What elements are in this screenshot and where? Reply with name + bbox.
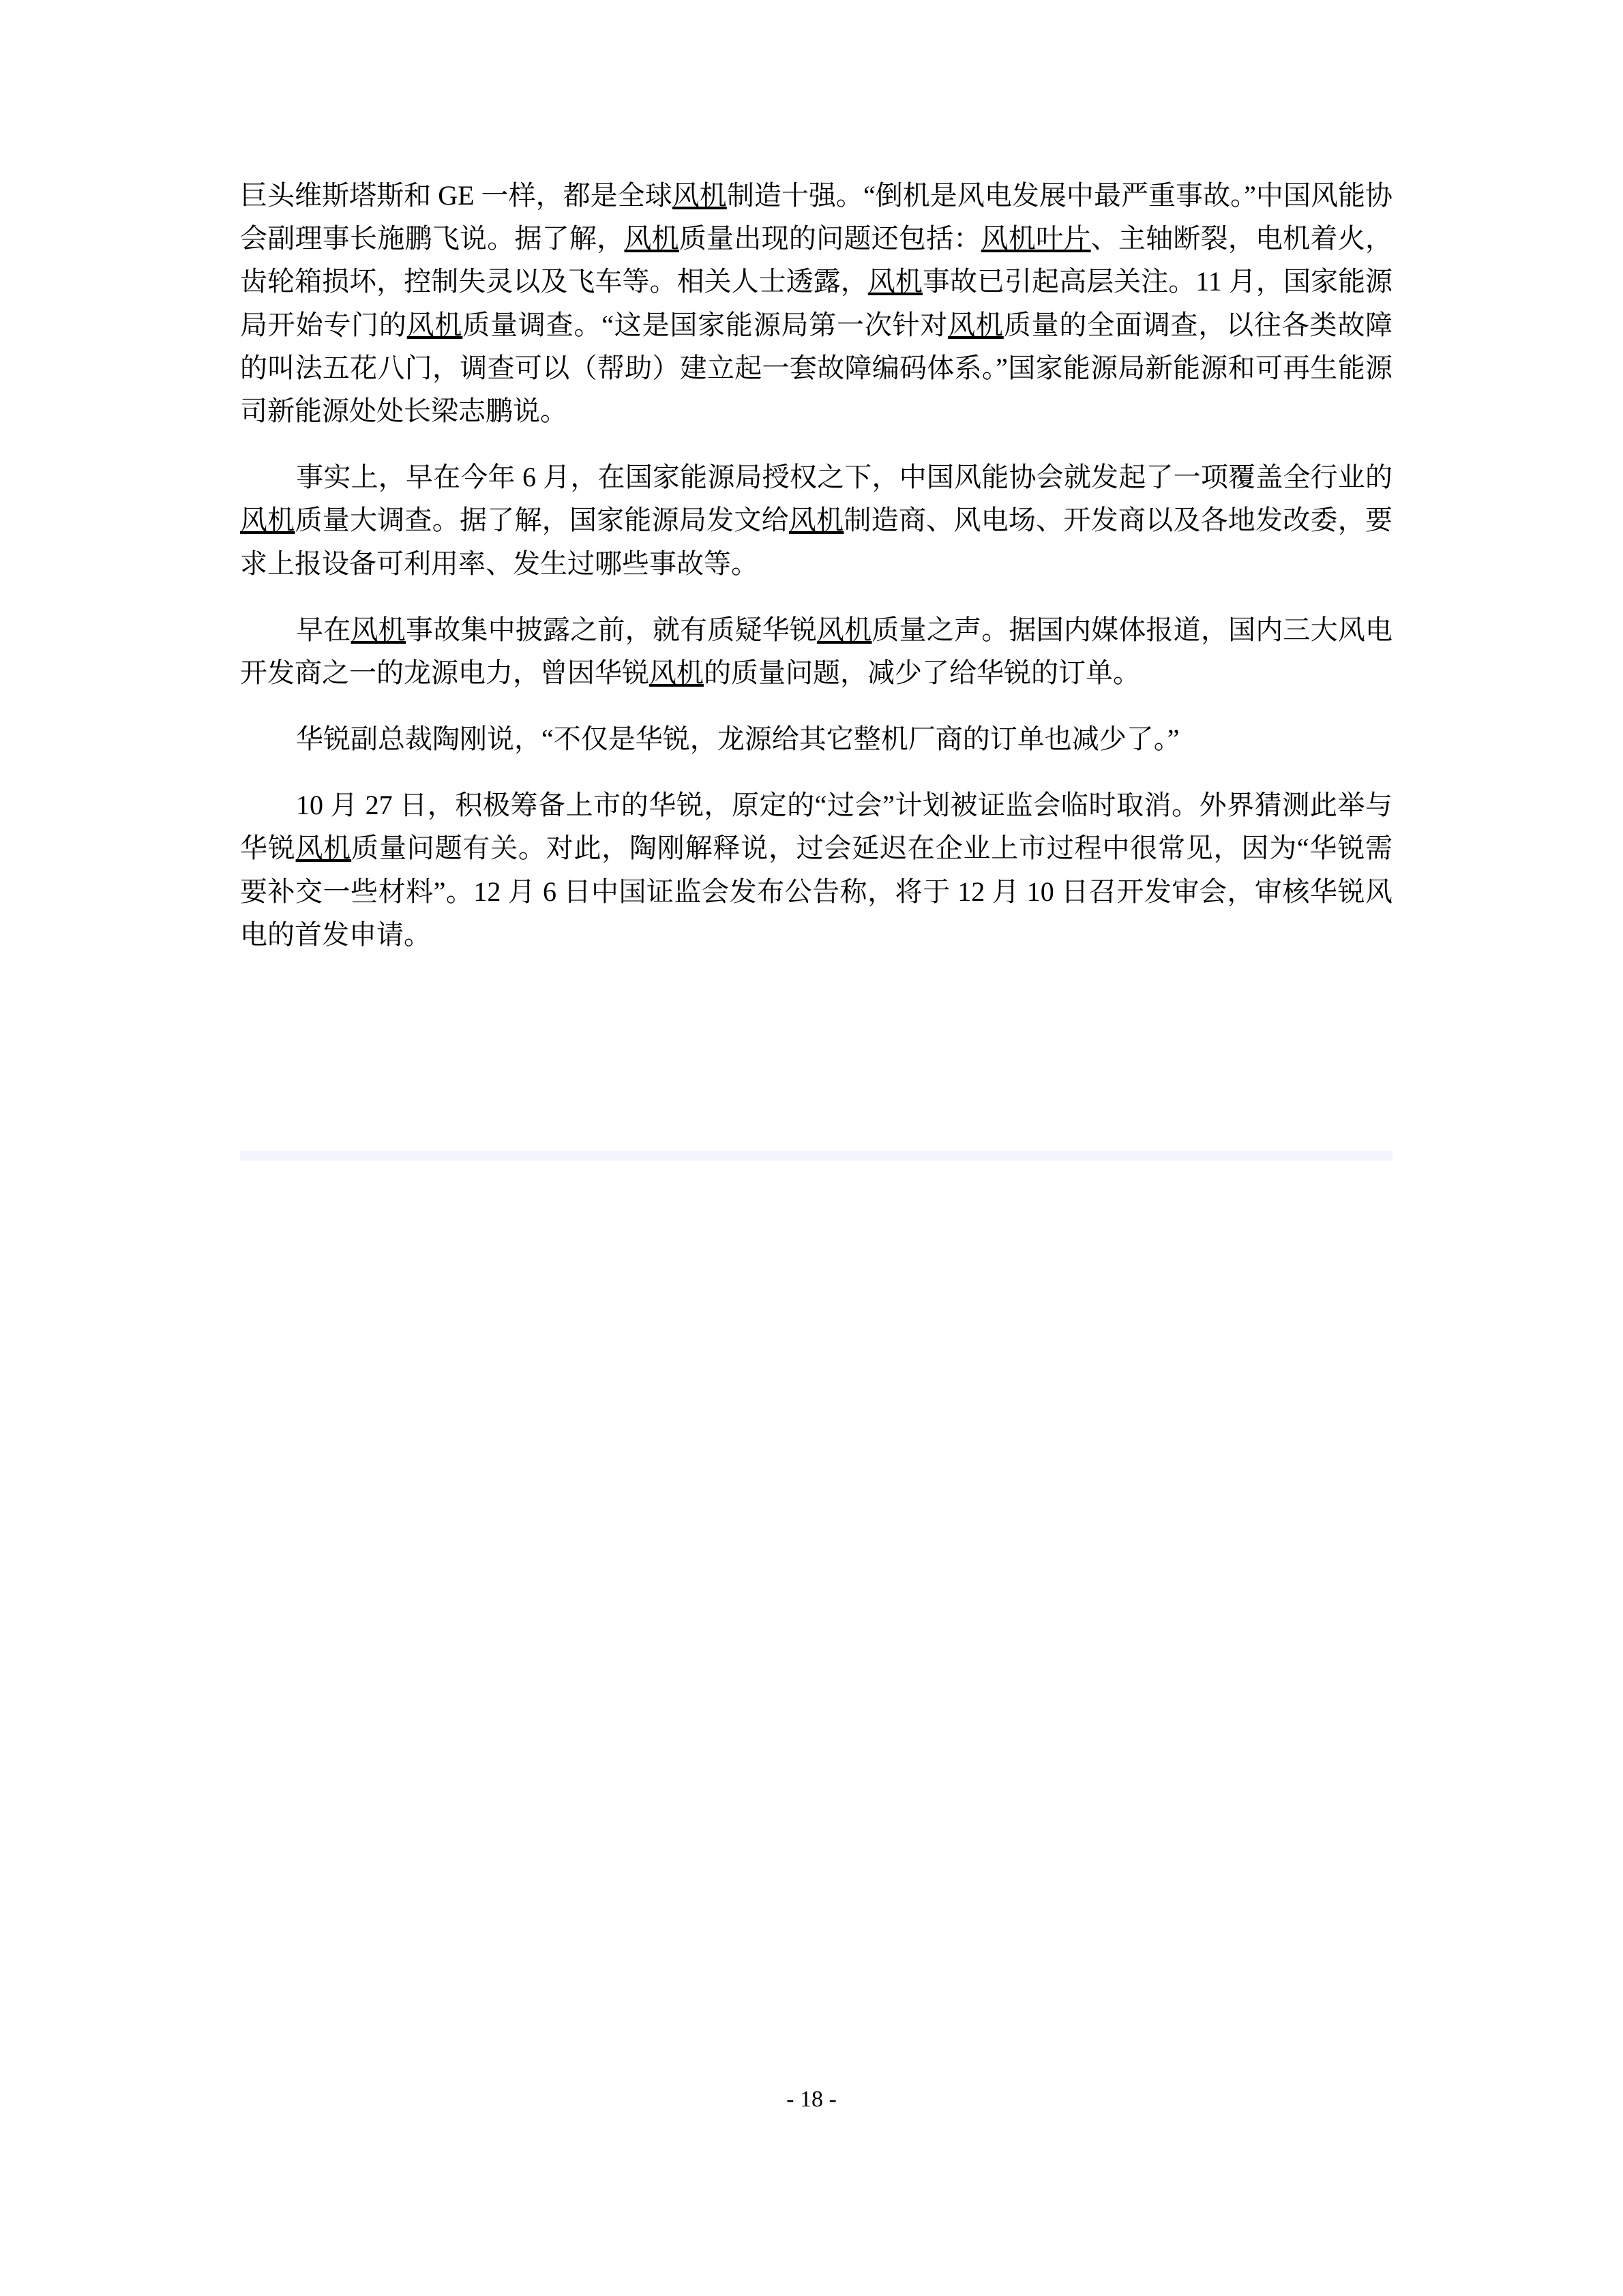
keyword-link[interactable]: 风机 [672,180,727,211]
text-run: 质量出现的问题还包括： [679,223,981,254]
page-footer [0,2087,1623,2113]
text-run: 质量之声。据国内媒体报道，国内三大风电开发商之一的龙源电力，曾因华锐 [240,614,1393,688]
keyword-link[interactable]: 风机叶片 [981,223,1091,254]
keyword-link[interactable]: 风机 [406,309,463,340]
keyword-link[interactable]: 风机 [817,614,872,645]
horizontal-rule [240,1151,1393,1161]
text-run: 10 月 27 日，积极筹备上市的华锐，原定的“过会”计划被证监会临时取消。外界猜测此举与华锐 [240,790,1393,864]
text-run: 华锐副总裁陶刚说，“不仅是华锐，龙源给其它整机厂商的订单也减少了。” [296,724,1180,755]
text-run: 质量大调查。据了解，国家能源局发文给 [295,505,789,536]
keyword-link[interactable]: 风机 [295,833,352,864]
text-run: 事实上，早在今年 6 月，在国家能源局授权之下，中国风能协会就发起了一项覆盖全行业的 [296,462,1393,493]
text-run: 质量问题有关。对此，陶刚解释说，过会延迟在企业上市过程中很常见，因为“华锐需要补交一些材料”。12 月 6 日中国证监会发布公告称，将于 12 月 10 日召开发审会，审核华锐风电的首发申请。 [240,833,1393,950]
keyword-link[interactable]: 风机 [351,614,406,645]
text-run: 、主轴断裂，电机着火，齿轮箱损坏，控制失灵以及飞车等。相关人士透露， [240,223,1393,297]
text-run: 制造十强。“倒机是风电发展中最严重事故。”中国风能协会副理事长施鹏飞说。据了解， [240,180,1393,254]
keyword-link[interactable]: 风机 [624,223,679,254]
page-number: - 18 - [786,2087,837,2112]
text-run: 巨头维斯塔斯和 GE 一样，都是全球 [240,180,672,211]
keyword-link[interactable]: 风机 [867,266,923,297]
text-run: 质量调查。“这是国家能源局第一次针对 [462,309,949,340]
paragraph [240,174,1393,432]
paragraph [240,717,1393,760]
text-run: 质量的全面调查，以往各类故障的叫法五花八门，调查可以（帮助）建立起一套故障编码体系。”国家能源局新能源和可再生能源司新能源处处长梁志鹏说。 [240,309,1393,426]
paragraph [240,608,1393,694]
keyword-link[interactable]: 风机 [240,505,295,536]
text-run: 事故已引起高层关注。11 月，国家能源局开始专门的 [240,266,1393,340]
text-run: 制造商、风电场、开发商以及各地发改委，要求上报设备可利用率、发生过哪些事故等。 [240,505,1393,579]
text-run: 的质量问题，减少了给华锐的订单。 [704,657,1140,688]
paragraph [240,784,1393,956]
document-body [240,174,1393,956]
keyword-link[interactable]: 风机 [788,505,844,536]
paragraph [240,456,1393,585]
keyword-link[interactable]: 风机 [948,309,1004,340]
keyword-link[interactable]: 风机 [649,657,704,688]
text-run: 事故集中披露之前，就有质疑华锐 [406,614,818,645]
text-run: 早在 [296,614,351,645]
